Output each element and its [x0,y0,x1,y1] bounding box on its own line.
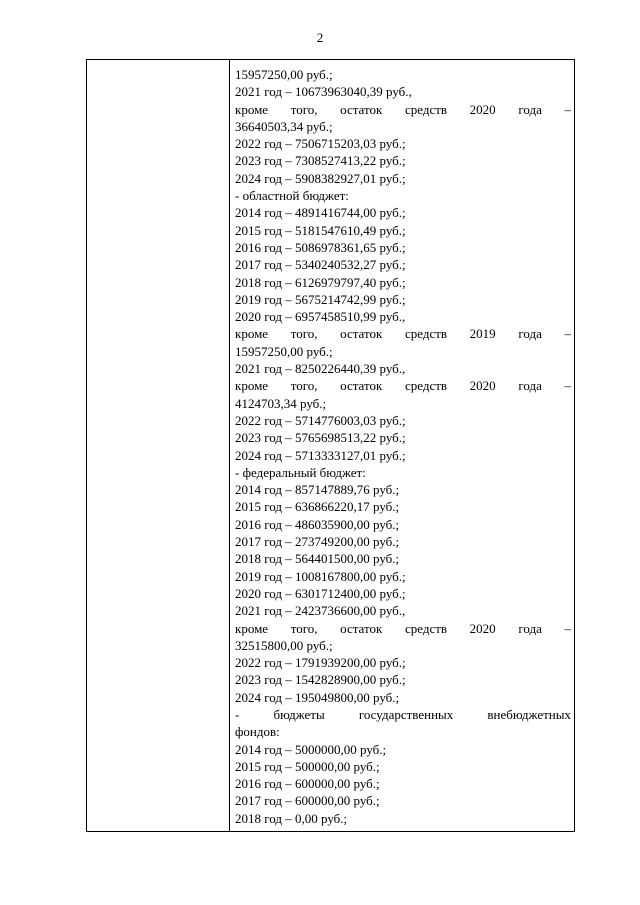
text-line: 2022 год – 5714776003,03 руб.; [235,412,406,428]
text-line: 2017 год – 5340240532,27 руб.; [235,257,406,273]
text-line: 15957250,00 руб.; [235,343,333,359]
text-line: 2023 год – 7308527413,22 руб.; [235,153,406,169]
text-line: - бюджеты государственных внебюджетных [235,706,571,722]
table-right-cell [230,60,574,831]
text-line: 2020 год – 6301712400,00 руб.; [235,585,406,601]
text-line: 2022 год – 1791939200,00 руб.; [235,655,406,671]
text-line: 2024 год – 195049800,00 руб.; [235,689,400,705]
text-line: кроме того, остаток средств 2020 года – [235,378,571,394]
text-line: кроме того, остаток средств 2019 года – [235,326,571,342]
text-line: 2016 год – 600000,00 руб.; [235,776,380,792]
text-line: 2017 год – 273749200,00 руб.; [235,534,400,550]
text-line: - областной бюджет: [235,188,349,204]
text-line: 2015 год – 500000,00 руб.; [235,758,380,774]
text-line: 32515800,00 руб.; [235,637,333,653]
text-line: 2022 год – 7506715203,03 руб.; [235,136,406,152]
text-line: фондов: [235,724,280,740]
text-line: 15957250,00 руб.; [235,67,333,82]
text-line: 4124703,34 руб.; [235,395,327,411]
text-line: 2015 год – 5181547610,49 руб.; [235,222,406,238]
text-line: 2021 год – 10673963040,39 руб., [235,84,412,100]
text-line: 2016 год – 486035900,00 руб.; [235,516,400,532]
text-line: 2015 год – 636866220,17 руб.; [235,499,400,515]
text-line: 2017 год – 600000,00 руб.; [235,793,380,809]
text-line: 2014 год – 4891416744,00 руб.; [235,205,406,221]
text-line: 2018 год – 564401500,00 руб.; [235,551,400,567]
text-line: 2019 год – 1008167800,00 руб.; [235,568,406,584]
text-line: - федеральный бюджет: [235,464,366,480]
text-line: кроме того, остаток средств 2020 года – [235,101,571,117]
text-line: 2018 год – 6126979797,40 руб.; [235,274,406,290]
page-number: 2 [316,30,324,45]
table-left-cell [87,60,230,831]
text-line: 2023 год – 5765698513,22 руб.; [235,430,406,446]
text-line: 2019 год – 5675214742,99 руб.; [235,291,406,307]
text-line: 2021 год – 8250226440,39 руб., [235,361,406,377]
text-line: 2020 год – 6957458510,99 руб., [235,309,406,325]
text-line: 2024 год – 5908382927,01 руб.; [235,170,406,186]
text-line: 2024 год – 5713333127,01 руб.; [235,447,406,463]
text-line: 2014 год – 5000000,00 руб.; [235,741,387,757]
document-table [86,59,575,832]
text-line: 2016 год – 5086978361,65 руб.; [235,239,406,255]
text-line: 36640503,34 руб.; [235,118,333,134]
text-line: 2023 год – 1542828900,00 руб.; [235,672,406,688]
text-line: кроме того, остаток средств 2020 года – [235,620,571,636]
text-line: 2014 год – 857147889,76 руб.; [235,482,400,498]
text-line: 2018 год – 0,00 руб.; [235,810,348,826]
text-line: 2021 год – 2423736600,00 руб., [235,603,406,619]
